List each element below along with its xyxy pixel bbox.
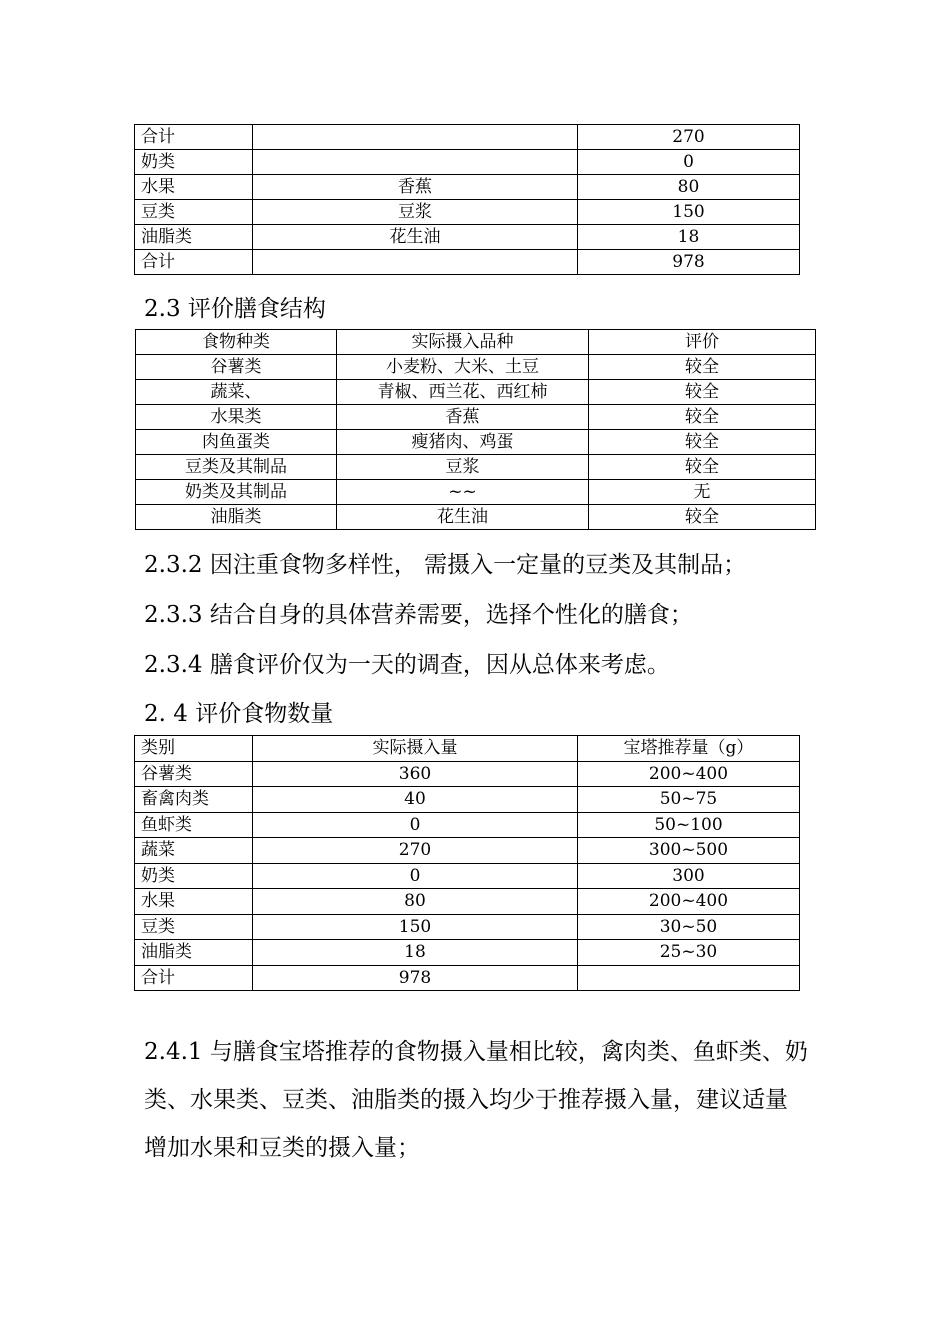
table-row: [136, 355, 816, 380]
table-cell: [253, 150, 578, 175]
table-cell: 香蕉: [253, 175, 578, 200]
table-row: [135, 940, 800, 966]
section-heading-2-4: 2. 4 评价食物数量: [144, 701, 334, 727]
section-heading-2-3: 2.3 评价膳食结构: [144, 296, 326, 322]
table-cell: 50~100: [578, 812, 800, 838]
table-cell: 合计: [135, 965, 253, 991]
table-row: [135, 200, 800, 225]
table-cell: 瘦猪肉、鸡蛋: [337, 430, 589, 455]
table-header-row: [135, 736, 800, 762]
table-row: [135, 150, 800, 175]
table-cell: 25~30: [578, 940, 800, 966]
table-cell: 青椒、西兰花、西红柿: [337, 380, 589, 405]
table-cell: 水果: [135, 175, 253, 200]
table-cell: 畜禽肉类: [135, 787, 253, 813]
table-cell: 270: [578, 125, 800, 150]
table-row: [135, 125, 800, 150]
table-cell: 蔬菜、: [136, 380, 337, 405]
table-row: [136, 430, 816, 455]
table-row: [135, 250, 800, 275]
table-cell: 花生油: [253, 225, 578, 250]
food-quantity-table: [134, 735, 800, 991]
table-row: [135, 225, 800, 250]
table-cell: 豆浆: [337, 455, 589, 480]
table-cell: 150: [253, 914, 578, 940]
table-cell: 奶类: [135, 150, 253, 175]
table-row: [136, 505, 816, 530]
table-cell: 40: [253, 787, 578, 813]
table-cell: 200~400: [578, 889, 800, 915]
table-cell: 18: [578, 225, 800, 250]
diet-structure-table: [135, 329, 816, 530]
table-cell: 18: [253, 940, 578, 966]
table-cell: 无: [589, 480, 816, 505]
table-cell: 较全: [589, 505, 816, 530]
table-cell: [253, 125, 578, 150]
table-cell: 小麦粉、大米、土豆: [337, 355, 589, 380]
table-cell: 香蕉: [337, 405, 589, 430]
intake-total-table-body: [135, 125, 800, 275]
column-header: 食物种类: [136, 330, 337, 355]
table-cell: 油脂类: [136, 505, 337, 530]
column-header: 实际摄入品种: [337, 330, 589, 355]
table-cell: 360: [253, 761, 578, 787]
table-row: [136, 455, 816, 480]
table-row: [136, 405, 816, 430]
table-cell: 合计: [135, 125, 253, 150]
column-header: 评价: [589, 330, 816, 355]
table-row: [135, 175, 800, 200]
table-cell: 豆浆: [253, 200, 578, 225]
table-cell: 978: [253, 965, 578, 991]
table-row: [135, 787, 800, 813]
table-cell: 豆类及其制品: [136, 455, 337, 480]
table-cell: 0: [253, 812, 578, 838]
table-cell: 谷薯类: [136, 355, 337, 380]
table-cell: 较全: [589, 355, 816, 380]
paragraph-2-4-1: 2.4.1 与膳食宝塔推荐的食物摄入量相比较，禽肉类、鱼虾类、奶类、水果类、豆类、油脂类的摄入均少于推荐摄入量，建议适量增加水果和豆类的摄入量；: [144, 1039, 808, 1161]
table-row: [135, 889, 800, 915]
table-cell: 较全: [589, 455, 816, 480]
table-cell: 0: [253, 863, 578, 889]
column-header: 类别: [135, 736, 253, 762]
table-row: [135, 812, 800, 838]
table-cell: 80: [253, 889, 578, 915]
column-header: 宝塔推荐量（g）: [578, 736, 800, 762]
paragraph-2-3-2: 2.3.2 因注重食物多样性， 需摄入一定量的豆类及其制品；: [144, 552, 747, 578]
table-cell: 鱼虾类: [135, 812, 253, 838]
table-cell: 0: [578, 150, 800, 175]
table-cell: 200~400: [578, 761, 800, 787]
table-cell: 30~50: [578, 914, 800, 940]
table-row: [136, 480, 816, 505]
table-cell: 油脂类: [135, 940, 253, 966]
table-cell: 合计: [135, 250, 253, 275]
table-row: [135, 838, 800, 864]
table-cell: 300~500: [578, 838, 800, 864]
table-cell: 肉鱼蛋类: [136, 430, 337, 455]
table-cell: 奶类及其制品: [136, 480, 337, 505]
paragraph-2-3-4: 2.3.4 膳食评价仅为一天的调查，因从总体来考虑。: [144, 652, 670, 678]
table-cell: 谷薯类: [135, 761, 253, 787]
table-row: [136, 380, 816, 405]
table-cell: 978: [578, 250, 800, 275]
table-cell: ~~: [337, 480, 589, 505]
table-cell: 较全: [589, 405, 816, 430]
table-row: [135, 761, 800, 787]
table-cell: 300: [578, 863, 800, 889]
table-cell: 豆类: [135, 200, 253, 225]
diet-structure-table-body: [136, 330, 816, 530]
table-cell: 80: [578, 175, 800, 200]
table-cell: 水果类: [136, 405, 337, 430]
table-header-row: [136, 330, 816, 355]
table-cell: 豆类: [135, 914, 253, 940]
table-row: [135, 863, 800, 889]
table-cell: 水果: [135, 889, 253, 915]
table-cell: 蔬菜: [135, 838, 253, 864]
table-cell: 较全: [589, 380, 816, 405]
table-cell: 150: [578, 200, 800, 225]
table-cell: 油脂类: [135, 225, 253, 250]
table-row: [135, 914, 800, 940]
paragraph-2-3-3: 2.3.3 结合自身的具体营养需要，选择个性化的膳食；: [144, 602, 693, 628]
intake-total-table: [134, 124, 800, 275]
table-cell: 奶类: [135, 863, 253, 889]
table-cell: [578, 965, 800, 991]
table-cell: 50~75: [578, 787, 800, 813]
column-header: 实际摄入量: [253, 736, 578, 762]
table-cell: 270: [253, 838, 578, 864]
table-row: [135, 965, 800, 991]
table-cell: 较全: [589, 430, 816, 455]
table-cell: [253, 250, 578, 275]
table-cell: 花生油: [337, 505, 589, 530]
food-quantity-table-body: [135, 736, 800, 991]
